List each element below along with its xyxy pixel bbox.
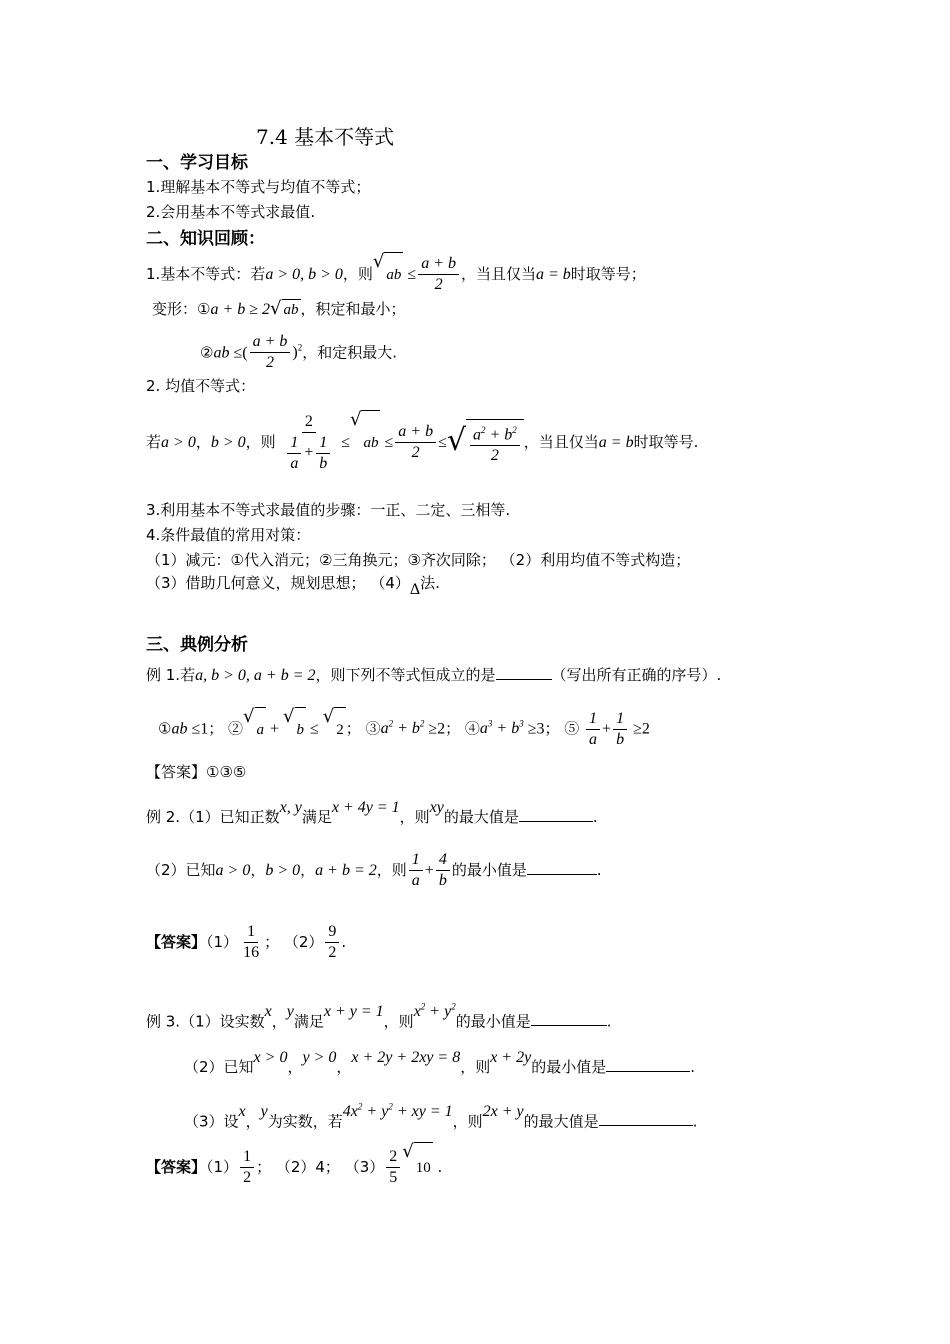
example-2-answer: 【答案】（1） $\frac{1}{16}$ ； （2） $\frac{9}{2}$ . xyxy=(146,923,347,961)
section-heading-goals: 一、学习目标 xyxy=(146,153,248,173)
example-1-answer: 【答案】①③⑤ xyxy=(146,763,247,781)
example-1-question: 例 1.若a, b > 0, a + b = 2，则下列不等式恒成立的是 （写出所有正确的序号）. xyxy=(146,666,722,684)
strategies-line-2: （3）借助几何意义，规划思想； （4）Δ法. xyxy=(146,574,440,598)
steps-text: 3.利用基本不等式求最值的步骤：一正、二定、三相等. xyxy=(146,501,511,519)
example-3-part-3: （3）设x，y为实数，若$4x^2 + y^2$ + xy = 1，则2x + y的最大值是 . xyxy=(184,1102,698,1131)
section-heading-review: 二、知识回顾： xyxy=(146,229,265,249)
goal-item-2: 2.会用基本不等式求最值. xyxy=(146,203,316,221)
example-2-part-1: 例 2.（1）已知正数x, y满足x + 4y = 1，则xy的最大值是 . xyxy=(146,799,598,826)
example-3-answer: 【答案】（1） $\frac{1}{2}$ ； （2）4； （3） $\frac{2}{5}$ √ 10 . xyxy=(146,1142,442,1193)
variation-1: 变形：①a + b ≥ 2 √ ab ，积定和最小； xyxy=(152,298,406,319)
mean-inequality-line: 若a > 0，b > 0，则 2 $\frac{1}{a}$ + $\frac{1}{b}$ ≤ √ ab ≤ $\frac{a + b}{2}$ ≤ √ $\frac{a^2 + b^2}{2}$ ，当且仅当a = b时取等号. xyxy=(146,410,698,475)
strategies-line-1: （1）减元：①代入消元；②三角换元；③齐次同除； （2）利用均值不等式构造； xyxy=(146,551,691,569)
example-3-part-1: 例 3.（1）设实数x，y满足x + y = 1，则$x^2 + y^2$的最小值是 . xyxy=(146,1002,612,1031)
goal-item-1: 1.理解基本不等式与均值不等式； xyxy=(146,178,371,196)
page-title: 7.4 基本不等式 xyxy=(256,125,395,149)
mean-inequality-heading: 2. 均值不等式： xyxy=(146,377,256,395)
section-heading-examples: 三、典例分析 xyxy=(146,635,248,655)
basic-inequality-line: 1.基本不等式：若a > 0, b > 0，则 √ ab ≤ $\frac{a + b}{2}$ ，当且仅当a = b时取等号； xyxy=(146,252,646,297)
example-3-part-2: （2）已知x > 0，y > 0，x + 2y + 2xy = 8，则x + 2y的最小值是 . xyxy=(184,1049,695,1076)
example-2-part-2: （2）已知a > 0，b > 0，a + b = 2，则 $\frac{1}{a}$ + $\frac{4}{b}$ 的最小值是 . xyxy=(146,851,602,889)
variation-2: ②ab ≤( $\frac{a + b}{2}$ )$^2$，和定积最大. xyxy=(200,333,397,372)
example-1-options: ①ab ≤1； ② √ a + √ b ≤ √ 2 ； $③a^2 + b^2 \ge 2$； $④a^3 + b^3 \ge 3$； ⑤ $\frac{1}{a}$ + $\frac{1}{b}$ ≥2 xyxy=(158,702,650,752)
strategies-heading: 4.条件最值的常用对策： xyxy=(146,526,311,544)
